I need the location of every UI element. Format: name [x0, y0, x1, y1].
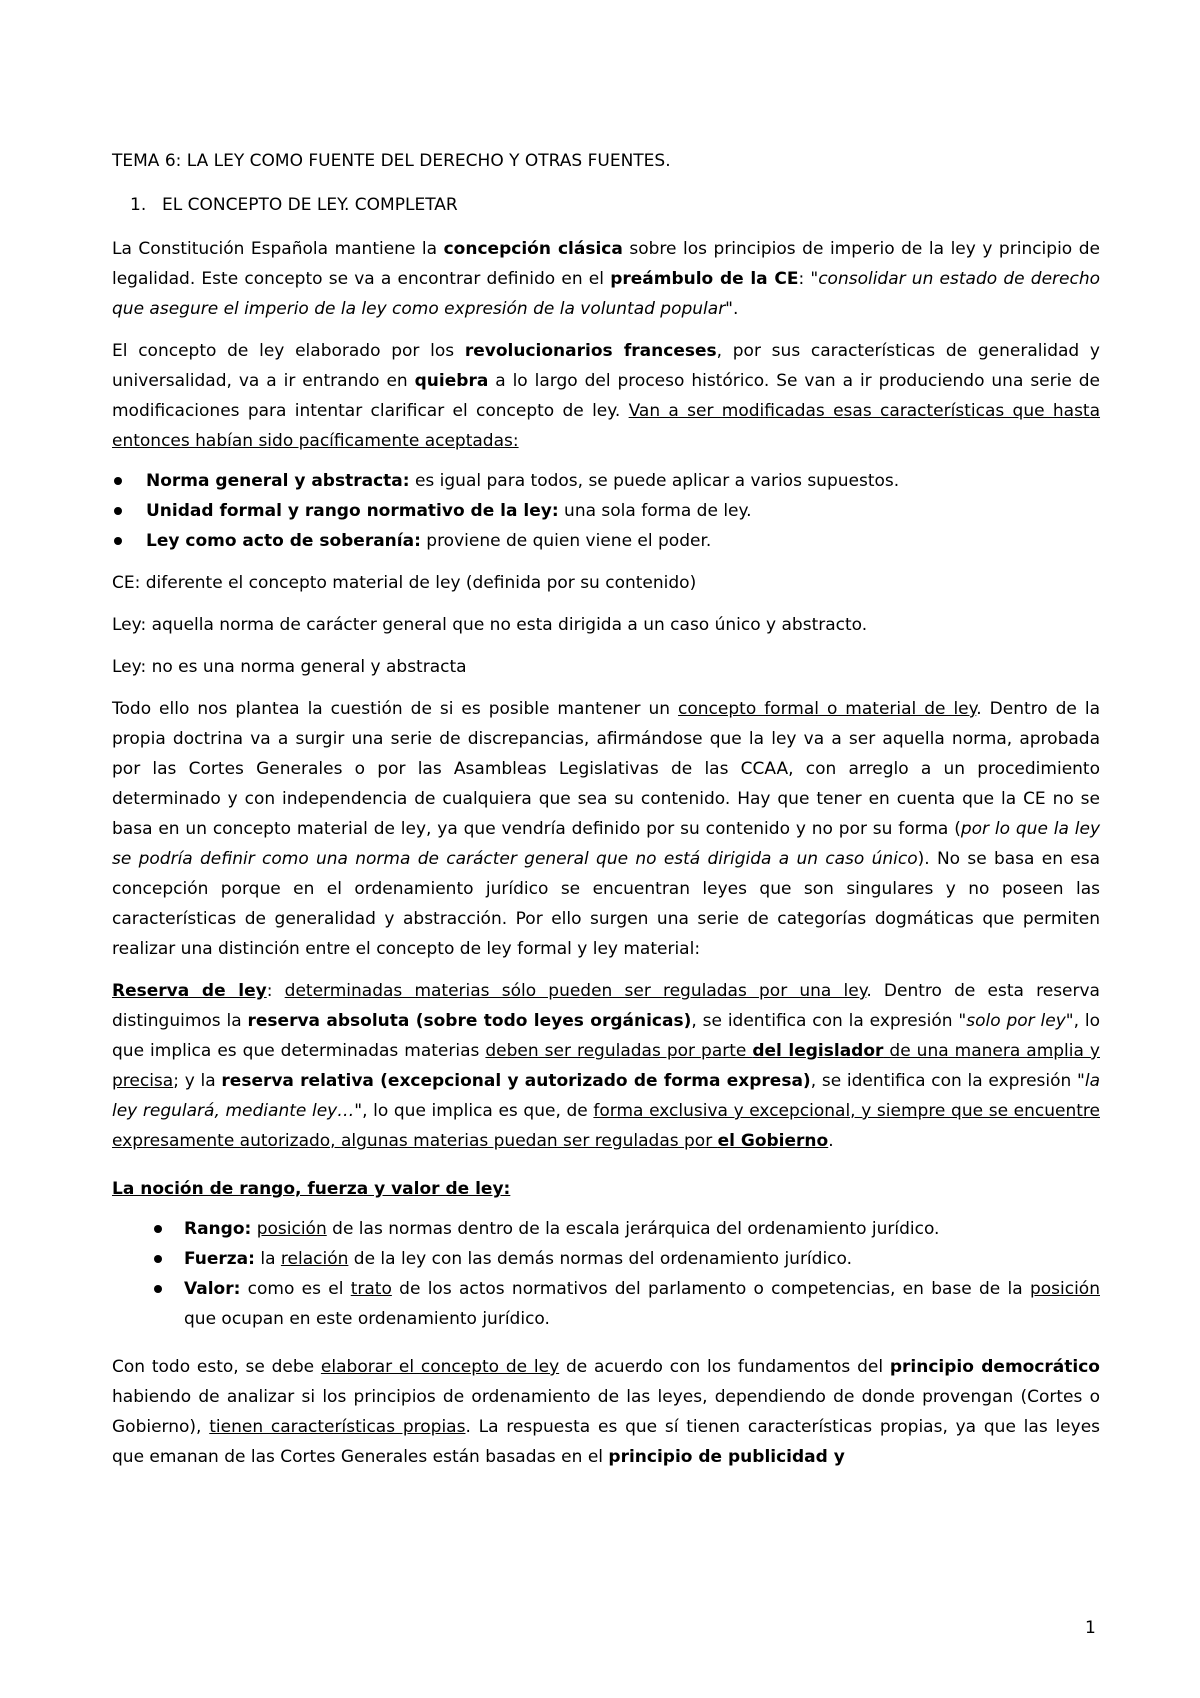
text-run: que ocupan en este ordenamiento jurídico.	[184, 1309, 550, 1329]
bold-run: reserva absoluta (sobre todo leyes orgánicas)	[247, 1011, 692, 1031]
subheading-rango	[112, 1174, 1100, 1204]
text-run: de los actos normativos del parlamento o competencias, en base de la	[391, 1279, 1030, 1299]
italic-run: por lo que la ley se podría definir como una norma de carácter general que no está dirigida a un caso único	[112, 819, 1101, 869]
text-run: .	[733, 299, 739, 319]
paragraph-5	[112, 1352, 1100, 1472]
list-item	[112, 496, 1100, 526]
text-run: Con todo esto, se debe	[112, 1357, 321, 1377]
page-number: 1	[1085, 1618, 1096, 1638]
bullet-icon	[154, 1225, 162, 1233]
italic-run: "consolidar un estado de derecho que asegure el imperio de la ley como expresión de la voluntad popular"	[112, 269, 1101, 319]
bold-run: Unidad formal y rango normativo de la ley:	[146, 501, 559, 521]
bullet-icon	[114, 477, 122, 485]
list-item	[112, 526, 1100, 556]
text-run: , se identifica con la expresión	[810, 1071, 1078, 1091]
text-run: Todo ello nos plantea la cuestión de si es posible mantener un	[112, 699, 679, 719]
bold-run: Norma general y abstracta:	[146, 471, 410, 491]
text-run: :	[266, 981, 285, 1001]
text-run: . Dentro de la propia doctrina va a surgir una serie de discrepancias, afirmándose que la ley va a ser aquella norma, aprobada por las Cortes Generales o por las Asambleas Legislativas de las CCAA, con arreglo a un procedimiento determinado y con independencia de cualquiera que sea su contenido. Hay que tener en cuenta que la CE no se basa en un concepto material de ley, ya que vendría definido por su contenido y no por su forma (	[112, 699, 1100, 839]
bold-underline-run: La noción de rango, fuerza y valor de ley:	[112, 1179, 511, 1199]
text-run: de las normas dentro de la escala jerárquica del ordenamiento jurídico.	[326, 1219, 940, 1239]
bold-run: Rango:	[184, 1219, 252, 1239]
text-run: , lo que implica es que determinadas materias	[112, 1011, 1100, 1061]
text-run: sobre los principios de imperio de la ley y principio de legalidad. Este concepto se va a encontrar definido en el	[112, 239, 1100, 289]
paragraph-4	[112, 976, 1100, 1156]
italic-run: "la ley regulará, mediante ley…"	[112, 1071, 1100, 1121]
section-heading	[112, 190, 1100, 220]
bullet-icon	[114, 507, 122, 515]
text-run: ; y la	[173, 1071, 222, 1091]
characteristics-list	[112, 466, 1100, 556]
bullet-icon	[154, 1255, 162, 1263]
list-item	[112, 1274, 1100, 1334]
bold-run: Valor:	[184, 1279, 241, 1299]
document-title: TEMA 6: LA LEY COMO FUENTE DEL DERECHO Y OTRAS FUENTES.	[112, 151, 671, 171]
text-run: es igual para todos, se puede aplicar a varios supuestos.	[409, 471, 900, 491]
bold-run: quiebra	[414, 371, 489, 391]
text-run: . Dentro de esta reserva distinguimos la	[112, 981, 1100, 1031]
bold-run: Ley como acto de soberanía:	[146, 531, 421, 551]
text-run: ). No se basa en esa concepción porque en el ordenamiento jurídico se encuentran leyes que son singulares y no poseen las características de generalidad y abstracción. Por ello surgen una serie de categorías dogmáticas que permiten realizar una distinción entre el concepto de ley formal y ley material:	[112, 849, 1100, 959]
underline-run: determinadas materias sólo pueden ser reguladas por una ley	[284, 981, 867, 1001]
text-run: , se identifica con la expresión	[691, 1011, 959, 1031]
underline-run: deben ser reguladas por parte	[485, 1041, 753, 1061]
text-run: , lo que implica es que, de	[362, 1101, 594, 1121]
text-run: El concepto de ley elaborado por los	[112, 341, 465, 361]
underline-run: elaborar el concepto de ley	[320, 1357, 560, 1377]
italic-run: "solo por ley"	[958, 1011, 1074, 1031]
text-run: La Constitución Española mantiene la	[112, 239, 444, 259]
underline-run: posición	[256, 1219, 327, 1239]
underline-run: tienen características propias	[209, 1417, 466, 1437]
bullet-icon	[154, 1285, 162, 1293]
list-item	[112, 466, 1100, 496]
text-run: una sola forma de ley.	[558, 501, 752, 521]
text-run: como es el	[240, 1279, 351, 1299]
bullet-icon	[114, 537, 122, 545]
list-item	[112, 1244, 1100, 1274]
underline-run: posición	[1029, 1279, 1100, 1299]
bold-underline-run: Reserva de ley	[112, 981, 267, 1001]
ley-line-1: Ley: aquella norma de carácter general que no esta dirigida a un caso único y abstracto.	[112, 615, 868, 635]
ce-line: CE: diferente el concepto material de ley (definida por su contenido)	[112, 573, 697, 593]
section-title: EL CONCEPTO DE LEY. COMPLETAR	[162, 195, 458, 215]
text-run: habiendo de analizar si los principios de ordenamiento de las leyes, dependiendo de donde provengan (Cortes o Gobierno),	[112, 1387, 1100, 1437]
underline-run: Van a ser modificadas esas características que hasta entonces habían sido pacíficamente aceptadas:	[112, 401, 1101, 451]
text-run: la	[254, 1249, 281, 1269]
bold-underline-run: del legislador	[752, 1041, 884, 1061]
bold-run: revolucionarios franceses	[464, 341, 717, 361]
underline-run: concepto formal o material de ley	[678, 699, 977, 719]
bold-run: Fuerza:	[184, 1249, 255, 1269]
underline-run: de una manera amplia y precisa	[112, 1041, 1100, 1091]
bold-run: principio democrático	[889, 1357, 1100, 1377]
document-body	[112, 146, 1100, 1472]
bold-run: concepción clásica	[443, 239, 623, 259]
rango-list	[112, 1214, 1100, 1334]
underline-run: forma exclusiva y excepcional, y siempre que se encuentre expresamente autorizado, algunas materias puedan ser reguladas por	[112, 1101, 1100, 1151]
paragraph-2	[112, 336, 1100, 456]
paragraph-3	[112, 694, 1100, 964]
text-run: . La respuesta es que sí tienen características propias, ya que las leyes que emanan de las Cortes Generales están basadas en el	[112, 1417, 1101, 1467]
bold-run: preámbulo de la CE	[610, 269, 799, 289]
text-run: , por sus características de generalidad y universalidad, va a ir entrando en	[112, 341, 1100, 391]
bold-run: principio de publicidad y	[608, 1447, 845, 1467]
bold-run: reserva relativa (excepcional y autorizado de forma expresa)	[221, 1071, 811, 1091]
underline-run: trato	[350, 1279, 392, 1299]
text-run: :	[798, 269, 811, 289]
text-run: de la ley con las demás normas del ordenamiento jurídico.	[348, 1249, 853, 1269]
text-run: de acuerdo con los fundamentos del	[559, 1357, 890, 1377]
ley-line-2: Ley: no es una norma general y abstracta	[112, 657, 467, 677]
section-number: 1.	[130, 195, 147, 215]
text-run: proviene de quien viene el poder.	[420, 531, 712, 551]
text-run: .	[828, 1131, 834, 1151]
text-run: a lo largo del proceso histórico. Se van a ir produciendo una serie de modificaciones para intentar clarificar el concepto de ley.	[112, 371, 1100, 421]
underline-run: relación	[280, 1249, 349, 1269]
paragraph-1	[112, 234, 1100, 324]
list-item	[112, 1214, 1100, 1244]
bold-underline-run: el Gobierno	[717, 1131, 829, 1151]
